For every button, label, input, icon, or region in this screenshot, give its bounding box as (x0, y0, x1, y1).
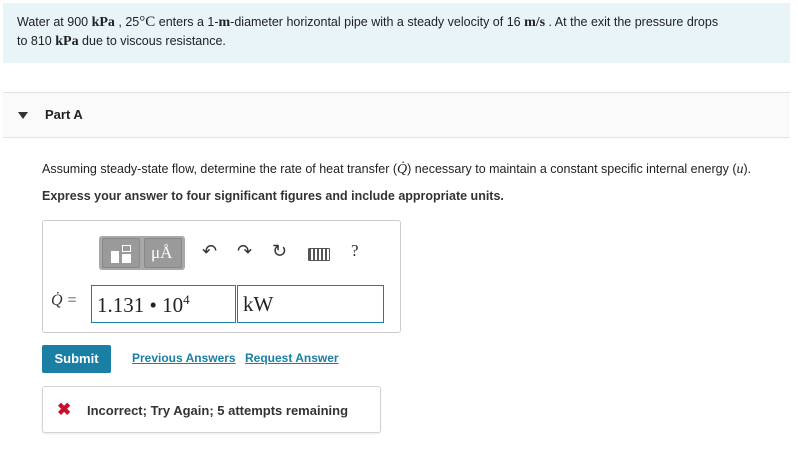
question-part: ) necessary to maintain a constant specific internal energy ( (407, 162, 737, 176)
question-part: Assuming steady-state flow, determine the rate of heat transfer ( (42, 162, 398, 176)
problem-text: -diameter horizontal pipe with a steady velocity of 16 (230, 15, 525, 29)
templates-icon (111, 245, 133, 263)
problem-statement (3, 3, 790, 63)
problem-text: due to viscous resistance. (78, 34, 226, 48)
reset-icon[interactable]: ↻ (272, 241, 288, 261)
q-dot-symbol: Q̇ (397, 162, 408, 177)
undo-icon[interactable]: ↶ (202, 241, 218, 261)
template-toolbar-group (99, 236, 185, 270)
part-title: Part A (45, 107, 83, 122)
unit-celsius: °C (139, 14, 156, 30)
value-exponent: 4 (183, 292, 190, 307)
redo-icon[interactable]: ↷ (237, 241, 253, 261)
feedback-text: Incorrect; Try Again; 5 attempts remaining (87, 403, 349, 418)
problem-text: . At the exit the pressure drops (545, 15, 719, 29)
feedback-box (42, 386, 381, 433)
value-input[interactable] (91, 285, 236, 323)
answer-box (42, 220, 401, 333)
units-button[interactable] (144, 238, 182, 268)
units-label: μÅ (151, 243, 173, 262)
problem-text: enters a 1- (155, 15, 219, 29)
request-answer-link[interactable]: Request Answer (245, 351, 339, 365)
question-part: ). (743, 162, 752, 176)
instruction-text: Express your answer to four significant figures and include appropriate units. (42, 189, 504, 203)
help-button[interactable]: ? (351, 241, 359, 260)
unit-mps: m/s (524, 15, 546, 30)
question-text (42, 162, 751, 178)
error-x-icon: ✖ (57, 400, 72, 419)
unit-m: m (218, 15, 231, 30)
unit-input[interactable] (237, 285, 384, 323)
submit-button[interactable]: Submit (42, 345, 111, 373)
templates-button[interactable] (102, 238, 140, 268)
keyboard-icon[interactable] (308, 248, 330, 261)
previous-answers-link[interactable]: Previous Answers (132, 351, 236, 365)
problem-text: , 25 (114, 15, 140, 29)
problem-text: to 810 (17, 34, 56, 48)
unit-kpa: kPa (55, 34, 79, 49)
u-symbol: u (736, 162, 744, 177)
part-a-header[interactable] (3, 92, 790, 138)
problem-text: Water at 900 (17, 15, 92, 29)
value-mantissa: 1.131 • 10 (97, 293, 184, 317)
collapse-caret-icon[interactable] (18, 112, 28, 119)
unit-value: kW (243, 292, 274, 316)
unit-kpa: kPa (91, 15, 115, 30)
answer-label: Q̇ = (51, 292, 78, 309)
